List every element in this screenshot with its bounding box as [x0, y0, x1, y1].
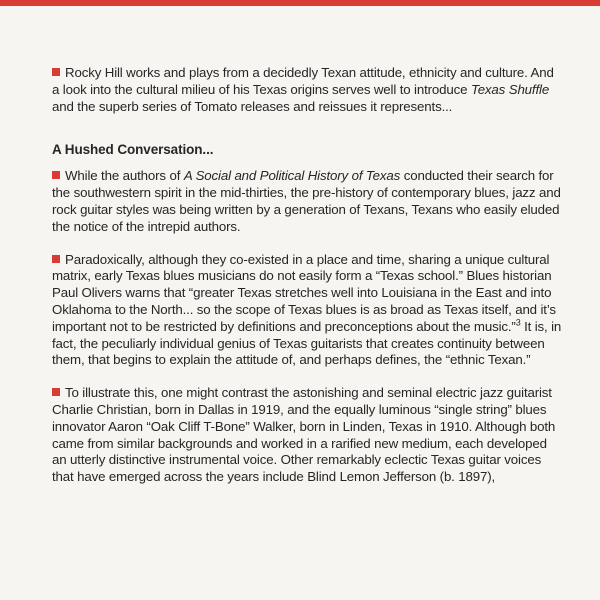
paragraph-intro-text-1: Rocky Hill works and plays from a decidedly Texan attitude, ethnicity and culture. And a look into the cultural milieu of his Texas origins serves well to introduce [52, 65, 554, 97]
red-square-bullet-icon [52, 388, 60, 396]
paragraph-paradox-text-1: Paradoxically, although they co-existed in a place and time, sharing a unique cultural matrix, early Texas blues musicians do not easily form a “Texas school.” Blues historian Paul Olivers warns that “greater Texas stretches well into Louisiana in the East and into Oklahoma to the North... so the scope of Texas blues is as broad as Texas itself, and it’s important not to be restricted by definitions and preconceptions about the music.” [52, 251, 556, 334]
paragraph-illustrate-text-1: To illustrate this, one might contrast the astonishing and seminal electric jazz guitarist Charlie Christian, born in Dallas in 1919, and the equally luminous “single string” blues innovator Aaron “Oak Cliff T-Bone” Walker, born in Linden, Texas in 1910. Although both came from similar backgrounds and worked in a rarified new medium, each developed an utterly distinctive instrumental voice. Other remarkably eclectic Texas guitar voices that have emerged across the years include Blind Lemon Jefferson (b. 1897), [52, 385, 556, 485]
paragraph-history-book-title: A Social and Political History of Texas [183, 168, 401, 184]
red-square-bullet-icon [52, 68, 60, 76]
footnote-marker: 3 [515, 317, 521, 328]
paragraph-history [52, 168, 564, 235]
paragraph-intro-text-2: and the superb series of Tomato releases and reissues it represents... [52, 98, 453, 114]
top-red-band [0, 0, 600, 6]
paragraph-intro-title-texas-shuffle: Texas Shuffle [470, 81, 550, 97]
paragraph-intro [52, 65, 564, 115]
paragraph-paradox-text-2: It is, in fact, the peculiarly individual genius of Texas guitarists that creates continuity between them, that begins to explain the attitude of, and perhaps defines, the “ethnic Texan.” [52, 318, 562, 368]
section-heading: A Hushed Conversation... [52, 142, 214, 158]
red-square-bullet-icon [52, 171, 60, 179]
paragraph-illustrate [52, 385, 564, 486]
paragraph-history-text-1: While the authors of [65, 168, 184, 184]
red-square-bullet-icon [52, 255, 60, 263]
paragraph-history-text-2: conducted their search for the southwestern spirit in the mid-thirties, the pre-history of contemporary blues, jazz and rock guitar styles was being written by a generation of Texans, Texans who easily eluded the notice of the intrepid authors. [52, 168, 561, 234]
liner-notes-page [52, 60, 564, 486]
paragraph-paradox [52, 252, 564, 370]
